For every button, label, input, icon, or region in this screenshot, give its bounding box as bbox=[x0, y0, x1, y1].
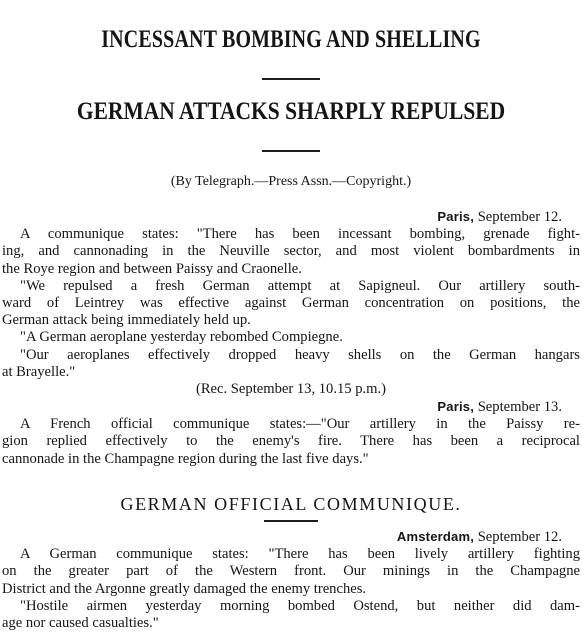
press-credit: (By Telegraph.—Press Assn.—Copyright.) bbox=[170, 174, 412, 189]
body-line: ing, and cannonading in the Neuville sector, and most violent bombardments in bbox=[2, 243, 580, 260]
section-rule bbox=[264, 520, 318, 522]
body-line: A French official communique states:—"Our artillery in the Paissy re- bbox=[20, 416, 580, 433]
dateline bbox=[2, 398, 580, 416]
headline: INCESSANT BOMBING AND SHELLING bbox=[101, 26, 481, 53]
body-line: ward of Leintrey was effective against German concentration on positions, the bbox=[2, 295, 580, 312]
dispatch-paris-sept-13 bbox=[2, 398, 580, 468]
body-line: District and the Argonne greatly damaged the enemy trenches. bbox=[2, 580, 367, 597]
body-line: A communique states: "There has been incessant bombing, grenade fight- bbox=[20, 226, 580, 243]
dateline-date: September 12. bbox=[474, 529, 562, 545]
body-line: on the greater part of the Western front. Our minings in the Champagne bbox=[2, 563, 580, 580]
dateline-date: September 13. bbox=[474, 399, 562, 415]
dateline-place: Amsterdam, bbox=[396, 529, 475, 544]
body-line: A German communique states: "There has been lively artillery fighting bbox=[20, 546, 580, 563]
body-line: the Roye region and between Paissy and Craonelle. bbox=[2, 260, 302, 277]
dateline-place: Paris, bbox=[437, 209, 475, 224]
dispatch-amsterdam-sept-12 bbox=[2, 528, 580, 632]
dateline bbox=[2, 208, 580, 226]
body-line: "Hostile airmen yesterday morning bombed Ostend, but neither did dam- bbox=[20, 597, 580, 614]
body-line: at Brayelle." bbox=[2, 363, 76, 380]
body-line: cannonade in the Champagne region during the last five days." bbox=[2, 450, 369, 467]
section-heading: GERMAN OFFICIAL COMMUNIQUE. bbox=[120, 494, 462, 514]
dateline bbox=[2, 528, 580, 546]
body-line: gion replied effectively to the enemy's fire. There has been a reciprocal bbox=[2, 433, 580, 450]
dateline-place: Paris, bbox=[437, 399, 475, 414]
body-line: German attack being immediately held up. bbox=[2, 312, 251, 329]
body-line: "Our aeroplanes effectively dropped heavy shells on the German hangars bbox=[20, 346, 580, 363]
body-line: "A German aeroplane yesterday rebombed Compiegne. bbox=[20, 329, 343, 346]
body-line: "We repulsed a fresh German attempt at Sapigneul. Our artillery south- bbox=[20, 277, 580, 294]
subheadline: GERMAN ATTACKS SHARPLY REPULSED bbox=[76, 98, 506, 125]
body-line: age nor caused casualties." bbox=[2, 615, 159, 632]
subheadline-rule bbox=[262, 150, 320, 152]
headline-rule bbox=[262, 78, 320, 80]
received-note: (Rec. September 13, 10.15 p.m.) bbox=[195, 381, 387, 398]
dateline-date: September 12. bbox=[474, 209, 562, 225]
dispatch-paris-sept-12 bbox=[2, 208, 580, 398]
